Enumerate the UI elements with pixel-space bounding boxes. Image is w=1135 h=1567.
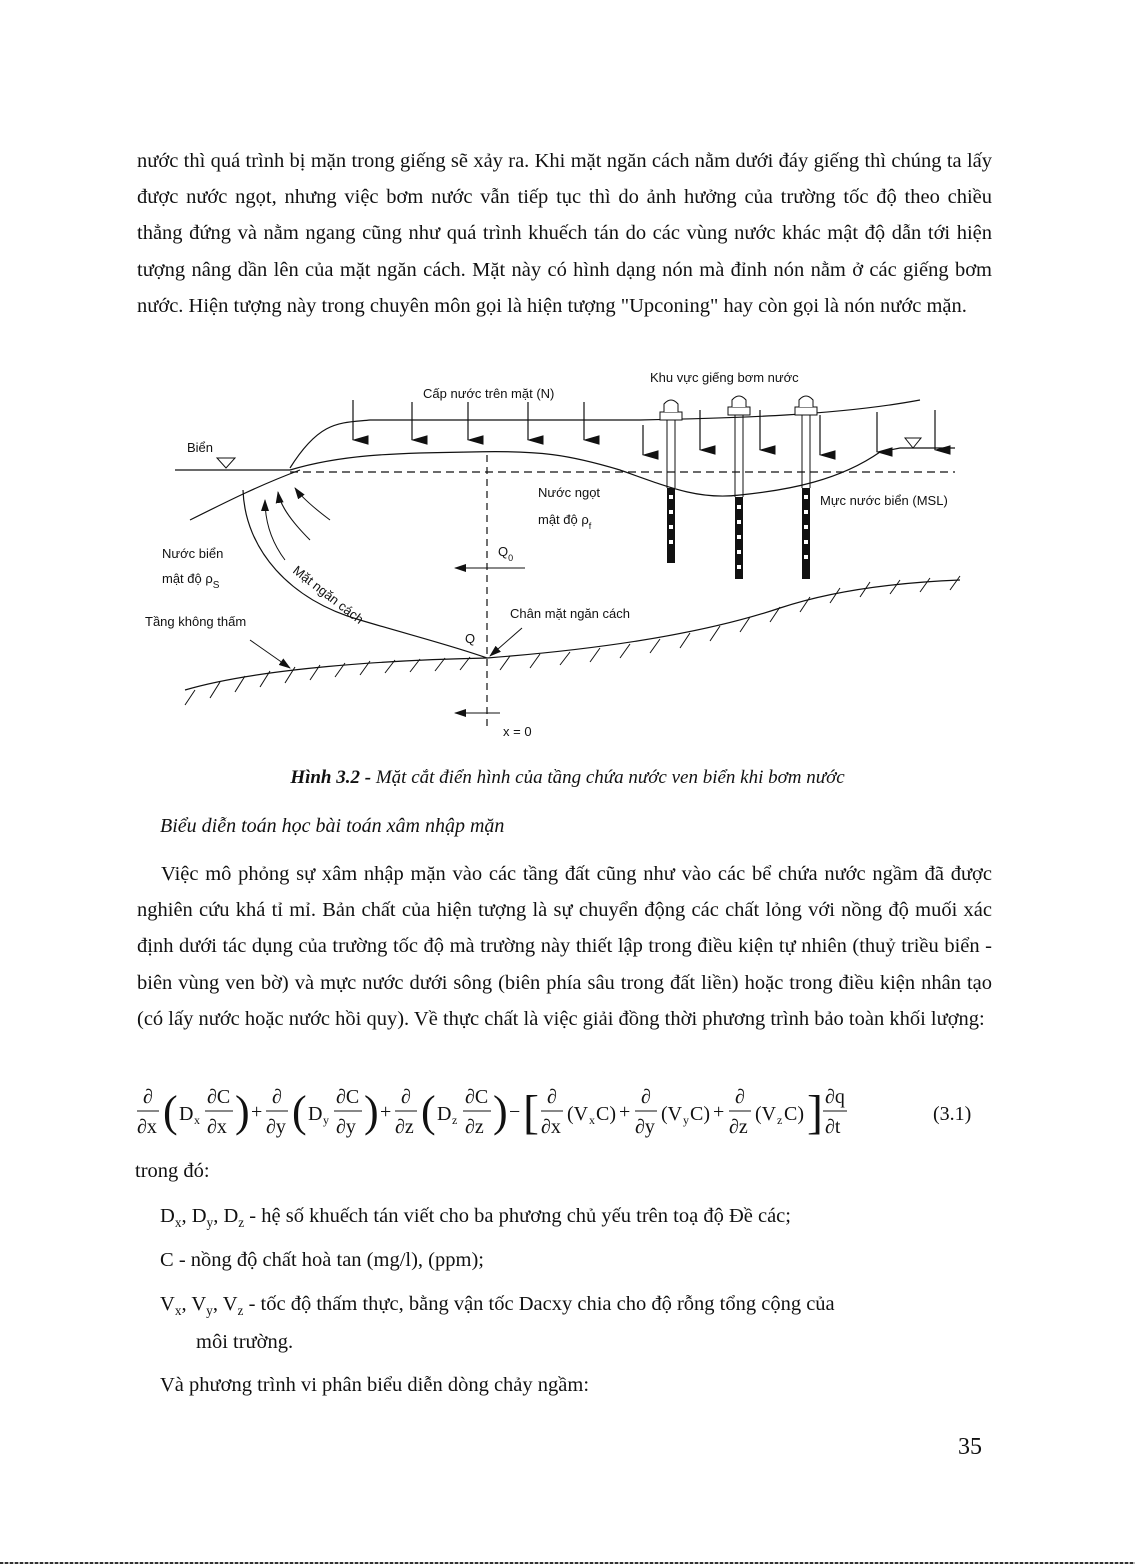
svg-text:x: x [194, 1113, 200, 1127]
label-surface-supply: Cấp nước trên mặt (N) [423, 386, 555, 401]
label-q0: $Q_0$ [498, 544, 514, 563]
definition-velocity: $V_x$, $V_y$, $V_z$ - tốc độ thấm thực, bằng vận tốc Dacxy chia cho độ rỗng tổng cộng của [160, 1293, 835, 1319]
label-interface: Mặt ngăn cách [290, 562, 367, 627]
svg-text:D: D [437, 1103, 452, 1125]
svg-text:∂: ∂ [735, 1086, 745, 1108]
svg-text:y: y [323, 1113, 329, 1127]
svg-text:(: ( [163, 1087, 178, 1136]
scan-edge-rule [0, 1562, 1135, 1564]
svg-text:∂z: ∂z [395, 1116, 414, 1138]
svg-text:[: [ [523, 1086, 539, 1139]
where-label: trong đó: [135, 1160, 210, 1182]
main-paragraph: Việc mô phỏng sự xâm nhập mặn vào các tầng đất cũng như vào các bể chứa nước ngầm đã được nghiên cứu khá tỉ mỉ. Bản chất của hiện tượng là sự chuyển động các chất lỏng với nồng độ muối xác định dưới tác dụng của trường tốc độ mà trường này thiết lập trong điều kiện tự nhiên (thuỷ triều biển - biên vùng ven bờ) và mực nước dưới sông (biên phía sâu trong đất liền) hoặc trong điều kiện nhân tạo (có lấy nước hoặc nước hồi quy). Về thực chất là việc giải đồng thời phương trình bảo toàn khối lượng: [137, 863, 992, 1030]
svg-text:∂x: ∂x [207, 1116, 227, 1138]
svg-text:∂: ∂ [272, 1086, 282, 1108]
figure-caption [0, 767, 1135, 789]
section-subheading: Biểu diễn toán học bài toán xâm nhập mặn [160, 815, 505, 837]
label-well-area: Khu vực giếng bơm nước [650, 370, 799, 385]
svg-text:z: z [452, 1113, 458, 1127]
svg-text:∂: ∂ [401, 1086, 411, 1108]
label-fresh-water: Nước ngọt [538, 485, 601, 500]
definition-diffusion: $D_x$, $D_y$, $D_z$ - hệ số khuếch tán viết cho ba phương chủ yếu trên toạ độ Đề các; [160, 1205, 791, 1231]
svg-text:D: D [308, 1103, 323, 1125]
svg-text:∂: ∂ [547, 1086, 557, 1108]
svg-text:∂y: ∂y [266, 1116, 286, 1138]
caption-label: Hình 3.2 - [290, 767, 372, 788]
svg-text:∂x: ∂x [541, 1116, 561, 1138]
svg-text:+: + [380, 1101, 392, 1123]
svg-text:∂t: ∂t [825, 1116, 841, 1138]
svg-text:+: + [713, 1101, 725, 1123]
svg-text:(: ( [292, 1087, 307, 1136]
svg-text:y: y [683, 1113, 689, 1127]
svg-text:−: − [509, 1101, 521, 1123]
label-sea-density: mật độ $\rho_S$ [162, 571, 220, 591]
svg-text:+: + [619, 1101, 631, 1123]
svg-text:(V: (V [567, 1103, 589, 1125]
svg-text:): ) [364, 1087, 379, 1136]
svg-text:∂z: ∂z [729, 1116, 748, 1138]
svg-text:∂: ∂ [641, 1086, 651, 1108]
definition-concentration: C - nồng độ chất hoà tan (mg/l), (ppm); [160, 1249, 484, 1271]
svg-text:C): C) [784, 1103, 804, 1125]
label-msl: Mực nước biển (MSL) [820, 493, 948, 508]
svg-text:∂C: ∂C [336, 1086, 360, 1108]
svg-text:): ) [235, 1087, 250, 1136]
label-sea: Biển [187, 440, 214, 455]
svg-text:C): C) [596, 1103, 616, 1125]
equation-3-1 [135, 1078, 995, 1148]
equation-number: (3.1) [933, 1103, 972, 1125]
svg-text:C): C) [690, 1103, 710, 1125]
svg-text:): ) [493, 1087, 508, 1136]
top-paragraph: nước thì quá trình bị mặn trong giếng sẽ xảy ra. Khi mặt ngăn cách nằm dưới đáy giếng thì chúng ta lấy được nước ngọt, nhưng việc bơm nước vẫn tiếp tục thì do ảnh hưởng của trường tốc độ theo chiều thẳng đứng và nằm ngang cũng như quá trình khuếch tán do các vùng nước khác mật độ dẫn tới hiện tượng nâng dần lên của mặt ngăn cách. Mặt này có hình dạng nón mà đỉnh nón nằm ở các giếng bơm nước. Hiện tượng này trong chuyên môn gọi là hiện tượng "Upconing" hay còn gọi là nón nước mặn. [137, 150, 992, 317]
svg-text:∂: ∂ [143, 1086, 153, 1108]
svg-text:∂x: ∂x [137, 1116, 157, 1138]
figure-coastal-aquifer-cross-section [140, 360, 1000, 750]
label-q: Q [465, 631, 476, 646]
label-impermeable: Tầng không thấm [145, 614, 247, 629]
definition-velocity-continuation: môi trường. [196, 1331, 294, 1353]
label-x0: x = 0 [503, 724, 532, 739]
svg-text:(: ( [421, 1087, 436, 1136]
svg-text:x: x [589, 1113, 595, 1127]
label-fresh-density: mật độ $\rho_f$ [538, 512, 592, 531]
svg-text:(V: (V [755, 1103, 777, 1125]
svg-text:∂z: ∂z [465, 1116, 484, 1138]
label-sea-water: Nước biển [162, 546, 224, 561]
svg-text:∂y: ∂y [635, 1116, 655, 1138]
page-number: 35 [958, 1434, 982, 1460]
svg-text:D: D [179, 1103, 194, 1125]
svg-text:∂C: ∂C [207, 1086, 231, 1108]
closing-line: Và phương trình vi phân biểu diễn dòng chảy ngầm: [160, 1374, 590, 1396]
caption-text: Mặt cắt điển hình của tầng chứa nước ven biển khi bơm nước [371, 767, 845, 788]
svg-text:(V: (V [661, 1103, 683, 1125]
label-interface-toe: Chân mặt ngăn cách [510, 606, 630, 621]
svg-text:]: ] [807, 1086, 823, 1139]
svg-text:∂q: ∂q [825, 1086, 845, 1108]
svg-text:∂C: ∂C [465, 1086, 489, 1108]
svg-text:∂y: ∂y [336, 1116, 356, 1138]
svg-text:z: z [777, 1113, 783, 1127]
svg-text:+: + [251, 1101, 263, 1123]
